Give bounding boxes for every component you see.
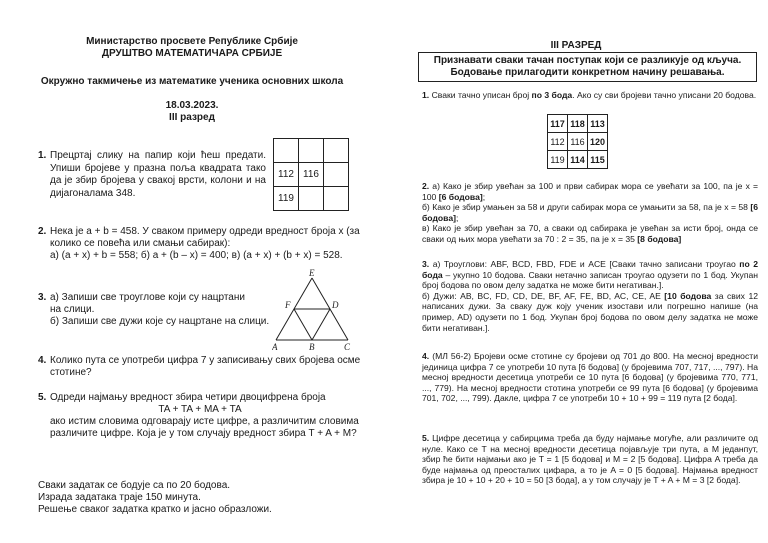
problem-1-number: 1. — [38, 150, 47, 161]
square-cell: 118 — [568, 115, 588, 133]
problem-2-line: а) (a + x) + b = 558; б) a + (b – x) = 400; в) (a + x) + (b + x) = 528. — [50, 250, 343, 261]
solution-text: . Ако су сви бројеви тачно уписани 20 бодова. — [572, 90, 757, 100]
footer-note: Сваки задатак се бодује са по 20 бодова. — [38, 480, 231, 491]
solution-text: а) Како је збир увећан за 100 и први сабирак мора се увећати за 100, па је x = 100 — [422, 181, 758, 202]
problem-5-line: Одреди најмању вредност збира четири двоцифрена броја — [50, 392, 326, 403]
square-cell — [324, 139, 349, 163]
notice-line: Признавати сваки тачан поступак који се разликује од кључа. — [433, 55, 742, 66]
magic-square-solution — [547, 114, 608, 169]
date: 18.03.2023. — [165, 100, 219, 111]
square-cell: 114 — [568, 151, 588, 169]
square-cell: 119 — [274, 187, 299, 211]
problem-5-line: ако истим словима одговарају исте цифре, а различитим словима — [50, 416, 359, 427]
grade-title: III разред — [169, 112, 215, 123]
solution-text: Сваки тачно уписан број — [431, 90, 532, 100]
problem-1-text: Прецртај слику на папир који ћеш предати. Упиши бројеве у празна поља квадрата тако да је збир бројева у свакој врсти, колони и на дијагоналама 348. — [50, 150, 266, 199]
square-cell: 112 — [548, 133, 568, 151]
vertex-label-a: A — [272, 342, 278, 352]
problem-2-line: колико се повећа или смањи сабирак): — [50, 238, 231, 249]
solution-number: 3. — [422, 259, 430, 269]
solution-text: (МЛ 56-2) Бројеви осме стотине су бројеви од 701 до 800. На месној вредности јединица цифра 7 се употреби 10 пута [6 бодова] (у бројевима 707, 717, ..., 797). На месној вредности десетица употреби се 10 пута [6 бодова] (у бројевима 770, 771, ..., 779). На месној вредности стотина употреби се 99 пута [6 бодова] (у бројевима 701, 702, ..., 799). Дакле, цифра 7 се употреби 10 + 10 + 99 = 119 пута [2 бода]. — [422, 351, 758, 404]
segment-fb — [294, 309, 312, 340]
society-title: ДРУШТВО МАТЕМАТИЧАРА СРБИЈЕ — [101, 48, 283, 59]
solution-4 — [422, 351, 758, 404]
solution-1 — [422, 90, 758, 101]
square-cell: 116 — [299, 163, 324, 187]
solution-text: б) Како је збир умањен за 58 и други сабирак мора се умањити за 58, па је x = 58 — [422, 202, 751, 213]
competition-title: Окружно такмичење из математике ученика основних школа — [40, 76, 344, 87]
solution-5 — [422, 433, 758, 486]
square-cell: 119 — [548, 151, 568, 169]
problem-5-line: различите цифре. Која је у том случају вредност збира T + A + M? — [50, 428, 357, 439]
problem-4-line: стотине? — [50, 367, 92, 378]
problem-2-line: Нека је a + b = 458. У сваком примеру одреди вредност броја x (за — [50, 226, 360, 237]
square-cell: 116 — [568, 133, 588, 151]
square-cell — [274, 139, 299, 163]
square-cell: 120 — [588, 133, 608, 151]
problem-4-number: 4. — [38, 355, 47, 366]
points: [6 бодова] — [422, 202, 758, 223]
vertex-label-c: C — [344, 342, 351, 352]
points: [8 бодова] — [637, 233, 682, 244]
ministry-title: Министарство просвете Републике Србије — [86, 36, 298, 47]
magic-square-task — [273, 138, 349, 211]
square-cell — [299, 187, 324, 211]
square-cell — [324, 187, 349, 211]
problem-4-line: Колико пута се употреби цифра 7 у записивању свих бројева осме — [50, 355, 361, 366]
square-cell — [324, 163, 349, 187]
solution-text: б) Дужи: AB, BC, FD, CD, DE, BF, AF, FE, BD, AC, CE, AE — [422, 290, 665, 301]
solution-number: 4. — [422, 351, 430, 361]
segment-db — [312, 309, 330, 340]
solution-text: а) Троуглови: ABF, BCD, FBD, FDE и ACE [Сваки тачно записани троугао — [432, 259, 740, 269]
vertex-label-f: F — [285, 300, 291, 310]
problem-5-number: 5. — [38, 392, 47, 403]
square-cell: 113 — [588, 115, 608, 133]
footer-note: Израда задатака траје 150 минута. — [38, 492, 201, 503]
solution-text: в) Како је збир увећан за 70, а сваки од сабирака је увећан за исти број, онда се сваки од њих мора увећати за 70 : 2 = 35, па је x = 35 — [422, 223, 758, 244]
solution-2: 2. а) Како је збир увећан за 100 и први сабирак мора се увећати за 100, па је x = 100 [6 бодова]; б) Како је збир умањен за 58 и други сабирак мора се умањити за 58, па је x = 58 [6 бодова]; в) Како је збир увећан за 70, а сваки од сабирака је увећан за исти број, онда се сваки од њих мора увећати за 70 : 2 = 35, па је x = 35 [8 бодова] — [422, 181, 758, 244]
notice-line: Бодовање прилагодити конкретном начину решавања. — [450, 67, 725, 78]
solution-number: 1. — [422, 90, 430, 100]
problem-3-number: 3. — [38, 292, 47, 303]
grading-notice — [418, 52, 757, 82]
footer-note: Решење сваког задатка кратко и јасно образложи. — [38, 504, 272, 515]
points: [6 бодова] — [438, 191, 483, 202]
square-cell — [299, 139, 324, 163]
vertex-label-b: B — [309, 342, 315, 352]
triangle-figure — [272, 266, 352, 352]
solution-3 — [422, 259, 758, 333]
square-cell: 117 — [548, 115, 568, 133]
problem-2-number: 2. — [38, 226, 47, 237]
problem-3-line: б) Запиши све дужи које су нацртане на слици. — [50, 316, 270, 327]
solution-text: за свих 12 написаних дужи. За сваку дуж коју ученик изостави или погрешно напише (на пример, AD) одузети по 1 бод. Укупан број бодова по овом делу задатка не може бити негативан.]. — [422, 290, 759, 333]
problem-3-line: на слици. — [50, 304, 95, 315]
square-cell: 112 — [274, 163, 299, 187]
vertex-label-d: D — [332, 300, 339, 310]
vertex-label-e: E — [309, 268, 315, 278]
solution-number: 5. — [422, 433, 430, 443]
solution-text: Цифре десетица у сабирцима треба да буду најмање могуће, али различите од нуле. Како се T на месној вредности десетица појављује три пута, а M једанпут, збир ће бити најмањи ако је T = 1 [5 бодова] и M = 2 [5 бодова]. Цифра A треба да буде најмања од преосталих цифара, а то је A = 0 [5 бодова]. Најмања вредност збира је 10 + 10 + 20 + 10 = 50 [3 бода], а у том случају је T + A + M = 3 [2 бода]. — [422, 433, 758, 486]
points: по 2 бода — [422, 259, 759, 280]
problem-3-line: а) Запиши све троуглове који су нацртани — [50, 292, 245, 303]
solution-number: 2. — [422, 181, 430, 191]
solution-text: – укупно 10 бодова. Сваки нетачно записан троугао одузети по 1 бод. Укупан број бодова по овом делу задатка не може бити негативан.]. — [422, 269, 758, 291]
square-cell: 115 — [588, 151, 608, 169]
problem-5-expression: TA + TA + MA + TA — [158, 404, 242, 415]
points: по 3 бода — [531, 90, 573, 100]
solutions-grade-title: III РАЗРЕД — [550, 40, 602, 51]
points: [10 бодова — [664, 290, 712, 301]
